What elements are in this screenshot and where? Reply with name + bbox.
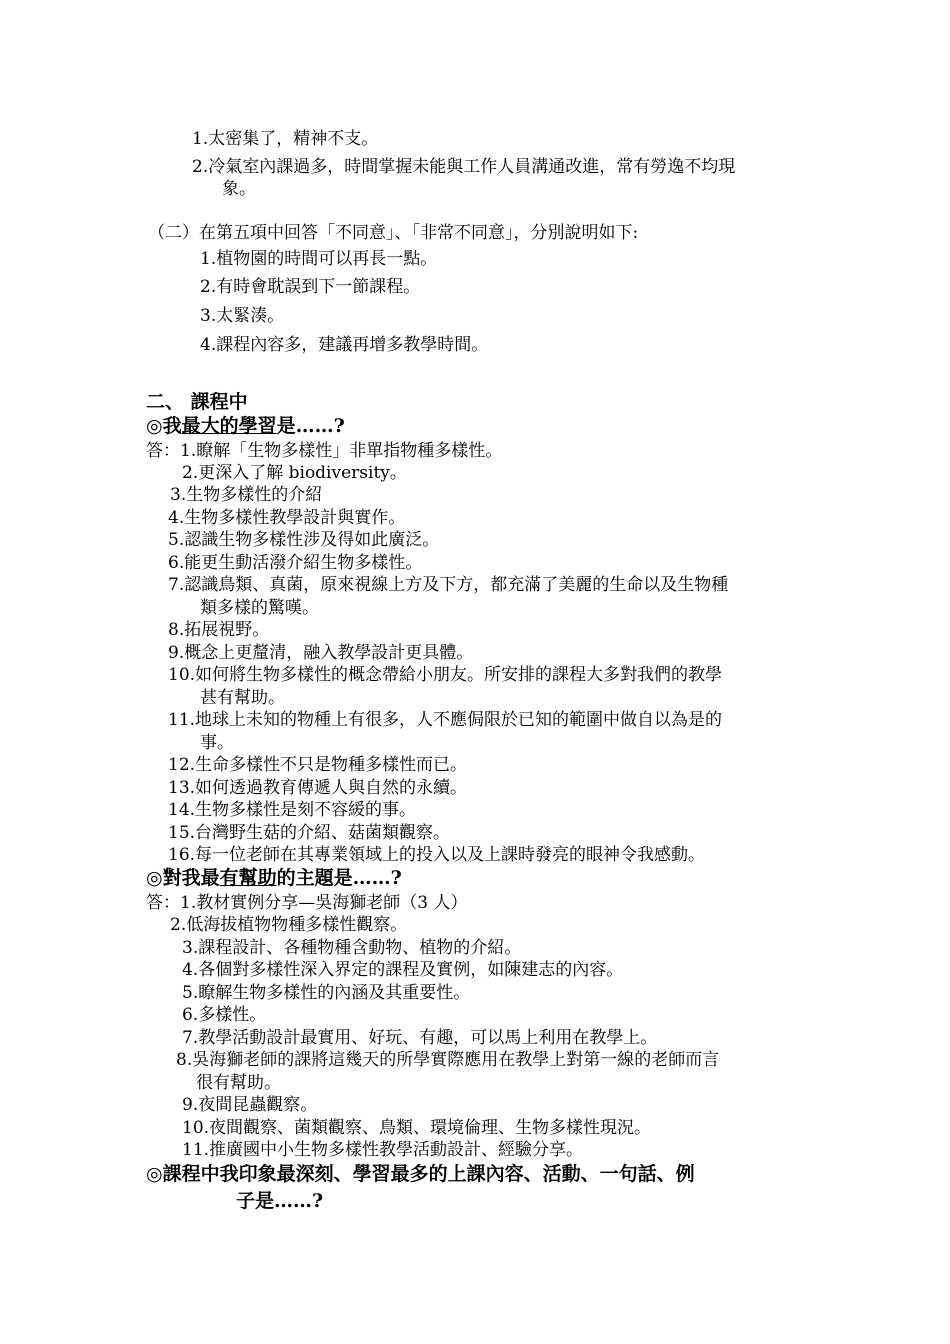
q2-answer-1: 答：1.教材實例分享—吳海獅老師（3 人） — [146, 893, 468, 913]
q1-answer-13: 13.如何透過教育傳遞人與自然的永續。 — [168, 778, 468, 798]
q1-answer-15: 15.台灣野生菇的介紹、菇菌類觀察。 — [168, 823, 451, 843]
q2-answer-8-cont: 很有幫助。 — [196, 1073, 281, 1093]
q1-answer-7: 7.認識鳥類、真菌，原來視線上方及下方，都充滿了美麗的生命以及生物種 — [168, 575, 729, 595]
q1-answer-16: 16.每一位老師在其專業領域上的投入以及上課時發亮的眼神令我感動。 — [168, 845, 706, 865]
q1-answer-4: 4.生物多樣性教學設計與實作。 — [168, 508, 406, 528]
intro-item-2-cont: 象。 — [222, 179, 256, 199]
q2-answer-3: 3.課程設計、各種物種含動物、植物的介紹。 — [182, 938, 522, 958]
section2-item-4: 4.課程內容多，建議再增多教學時間。 — [200, 335, 489, 355]
q2-answer-7: 7.教學活動設計最實用、好玩、有趣，可以馬上利用在教學上。 — [182, 1028, 658, 1048]
q1-underlined: 最大的學習 — [181, 415, 277, 437]
q1-answer-12: 12.生命多樣性不只是物種多樣性而已。 — [168, 755, 468, 775]
q2-answer-2: 2.低海拔植物物種多樣性觀察。 — [170, 915, 408, 935]
q1-answer-10-cont: 甚有幫助。 — [200, 688, 285, 708]
q1-answer-9: 9.概念上更釐清，融入教學設計更具體。 — [168, 643, 474, 663]
q1-answer-7-cont: 類多樣的驚嘆。 — [200, 598, 319, 618]
q2-answer-8: 8.吳海獅老師的課將這幾天的所學實際應用在教學上對第一線的老師而言 — [176, 1050, 720, 1070]
q3-heading-cont: 子是……? — [236, 1190, 324, 1212]
q2-prefix: ◎對我最 — [146, 867, 220, 889]
section2-item-2: 2.有時會耽誤到下一節課程。 — [200, 277, 421, 297]
q1-suffix: 是……? — [276, 415, 345, 437]
section2-item-1: 1.植物園的時間可以再長一點。 — [200, 249, 438, 269]
section2-item-3: 3.太緊湊。 — [200, 306, 285, 326]
q2-suffix: 的主題是……? — [276, 867, 402, 889]
part2-heading: 二、 課程中 — [146, 391, 248, 413]
q1-prefix: ◎我 — [146, 415, 182, 437]
section2-intro: （二）在第五項中回答「不同意」、「非常不同意」，分別說明如下: — [148, 223, 639, 243]
q2-answer-6: 6.多樣性。 — [182, 1005, 267, 1025]
q2-underlined: 有幫助 — [219, 867, 277, 889]
q2-answer-4: 4.各個對多樣性深入界定的課程及實例，如陳建志的內容。 — [182, 960, 624, 980]
intro-item-1: 1.太密集了，精神不支。 — [192, 129, 379, 149]
q1-answer-5: 5.認識生物多樣性涉及得如此廣泛。 — [168, 530, 440, 550]
q1-answer-11-cont: 事。 — [200, 733, 234, 753]
q2-heading — [146, 866, 402, 890]
q3-heading: ◎課程中我印象最深刻、學習最多的上課內容、活動、一句話、例 — [146, 1163, 695, 1185]
q1-answer-3: 3.生物多樣性的介紹 — [170, 485, 323, 505]
q1-answer-6: 6.能更生動活潑介紹生物多樣性。 — [168, 553, 423, 573]
q1-answer-1: 答：1.瞭解「生物多樣性」非單指物種多樣性。 — [146, 441, 503, 461]
q2-answer-5: 5.瞭解生物多樣性的內涵及其重要性。 — [182, 983, 471, 1003]
q1-answer-2: 2.更深入了解 biodiversity。 — [182, 463, 407, 483]
q2-answer-10: 10.夜間觀察、菌類觀察、鳥類、環境倫理、生物多樣性現況。 — [182, 1118, 652, 1138]
q2-answer-9: 9.夜間昆蟲觀察。 — [182, 1095, 318, 1115]
q1-answer-8: 8.拓展視野。 — [168, 620, 270, 640]
intro-item-2: 2.冷氣室內課過多，時間掌握未能與工作人員溝通改進，常有勞逸不均現 — [192, 157, 736, 177]
q1-answer-11: 11.地球上未知的物種上有很多，人不應侷限於已知的範圍中做自以為是的 — [168, 710, 723, 730]
q1-answer-14: 14.生物多樣性是刻不容緩的事。 — [168, 800, 417, 820]
q1-answer-10: 10.如何將生物多樣性的概念帶給小朋友。所安排的課程大多對我們的教學 — [168, 665, 723, 685]
q2-answer-11: 11.推廣國中小生物多樣性教學活動設計、經驗分享。 — [182, 1140, 584, 1160]
q1-heading — [146, 414, 345, 438]
